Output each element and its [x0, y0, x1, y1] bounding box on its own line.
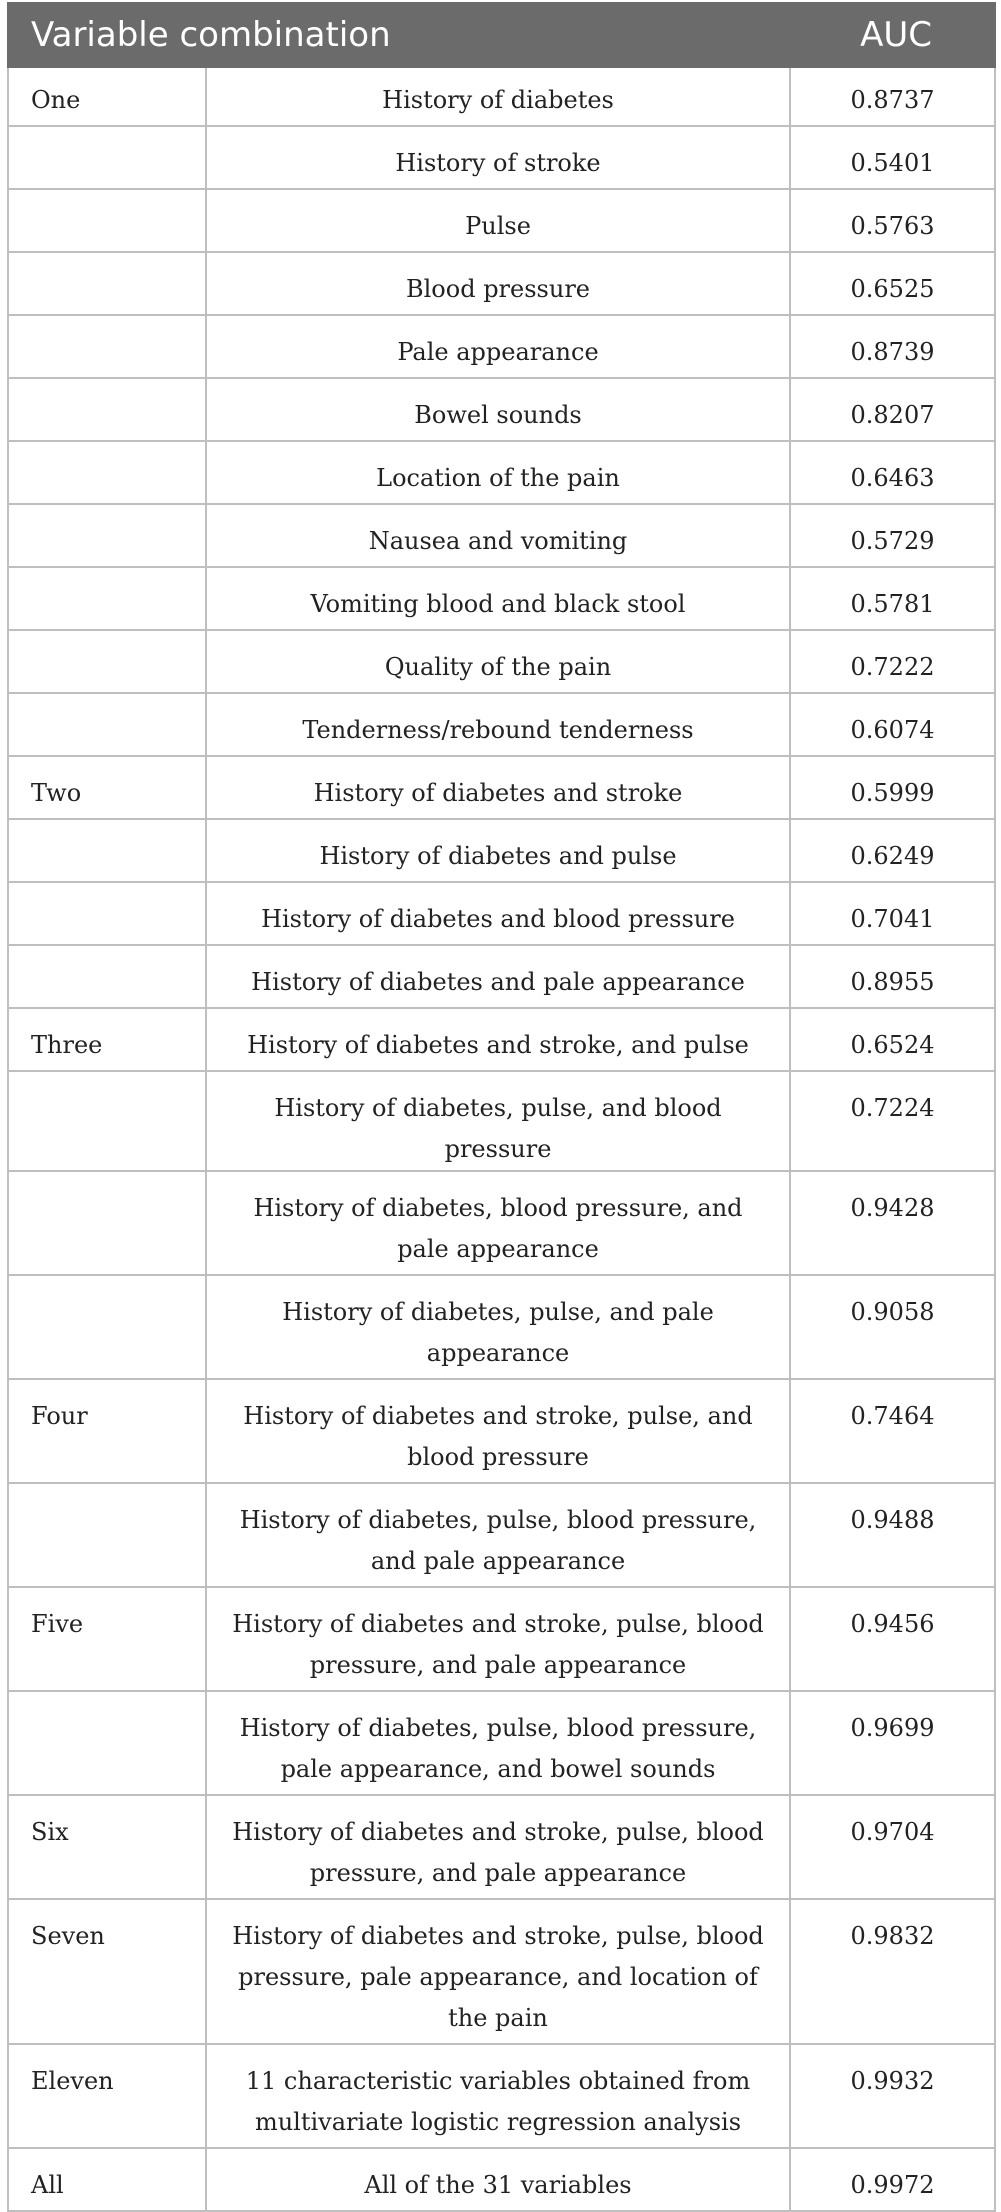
auc-cell: 0.5999 [790, 756, 995, 819]
group-cell [8, 126, 206, 189]
group-cell: All [8, 2148, 206, 2211]
table-row [8, 1171, 995, 1275]
table-row [8, 945, 995, 1008]
auc-cell: 0.7464 [790, 1379, 995, 1483]
auc-cell: 0.9932 [790, 2044, 995, 2148]
group-cell [8, 504, 206, 567]
variables-cell: History of diabetes [206, 67, 790, 126]
variables-cell: History of diabetes and stroke, and pulse [206, 1008, 790, 1071]
variables-cell: History of diabetes and stroke, pulse, and blood pressure [206, 1379, 790, 1483]
auc-table [7, 2, 996, 2212]
variables-cell: Quality of the pain [206, 630, 790, 693]
auc-cell: 0.9058 [790, 1275, 995, 1379]
variables-cell: History of diabetes and blood pressure [206, 882, 790, 945]
auc-cell: 0.6074 [790, 693, 995, 756]
auc-cell: 0.5763 [790, 189, 995, 252]
auc-cell: 0.8207 [790, 378, 995, 441]
variables-cell: Nausea and vomiting [206, 504, 790, 567]
group-cell: One [8, 67, 206, 126]
variables-cell: All of the 31 variables [206, 2148, 790, 2211]
group-cell [8, 315, 206, 378]
group-cell [8, 252, 206, 315]
auc-cell: 0.6249 [790, 819, 995, 882]
variables-cell: History of diabetes and stroke [206, 756, 790, 819]
group-cell: Six [8, 1795, 206, 1899]
variables-cell: History of diabetes and stroke, pulse, blood pressure, and pale appearance [206, 1587, 790, 1691]
group-cell [8, 1071, 206, 1171]
table-row [8, 1071, 995, 1171]
auc-cell: 0.9704 [790, 1795, 995, 1899]
group-cell: Four [8, 1379, 206, 1483]
group-cell: Two [8, 756, 206, 819]
table-row [8, 126, 995, 189]
group-cell: Three [8, 1008, 206, 1071]
auc-cell: 0.7041 [790, 882, 995, 945]
table-row [8, 2044, 995, 2148]
variables-cell: History of stroke [206, 126, 790, 189]
variables-cell: History of diabetes, pulse, blood pressure, and pale appearance [206, 1483, 790, 1587]
variables-cell: Location of the pain [206, 441, 790, 504]
group-cell [8, 378, 206, 441]
table-row [8, 882, 995, 945]
group-cell: Eleven [8, 2044, 206, 2148]
group-cell [8, 189, 206, 252]
table-row [8, 189, 995, 252]
group-cell [8, 441, 206, 504]
variables-cell: History of diabetes and pale appearance [206, 945, 790, 1008]
table-row [8, 819, 995, 882]
table-row [8, 1691, 995, 1795]
auc-cell: 0.5401 [790, 126, 995, 189]
group-cell [8, 567, 206, 630]
auc-cell: 0.5781 [790, 567, 995, 630]
table-row [8, 378, 995, 441]
variables-cell: 11 characteristic variables obtained from multivariate logistic regression analysis [206, 2044, 790, 2148]
table-row [8, 693, 995, 756]
table-row [8, 1275, 995, 1379]
variables-cell: Tenderness/rebound tenderness [206, 693, 790, 756]
auc-cell: 0.8739 [790, 315, 995, 378]
table-row [8, 67, 995, 126]
variables-cell: History of diabetes, pulse, and blood pressure [206, 1071, 790, 1171]
variables-cell: History of diabetes, blood pressure, and pale appearance [206, 1171, 790, 1275]
group-cell [8, 882, 206, 945]
table-row [8, 1899, 995, 2044]
auc-cell: 0.9832 [790, 1899, 995, 2044]
group-cell [8, 945, 206, 1008]
variables-cell: Pulse [206, 189, 790, 252]
variables-cell: Pale appearance [206, 315, 790, 378]
group-cell [8, 1275, 206, 1379]
table-row [8, 1483, 995, 1587]
auc-cell: 0.9456 [790, 1587, 995, 1691]
header-row [8, 3, 995, 67]
header-auc: AUC [790, 3, 995, 67]
variables-cell: History of diabetes, pulse, and pale appearance [206, 1275, 790, 1379]
table-row [8, 504, 995, 567]
auc-cell: 0.9699 [790, 1691, 995, 1795]
group-cell [8, 1483, 206, 1587]
table-row [8, 441, 995, 504]
group-cell [8, 693, 206, 756]
group-cell [8, 819, 206, 882]
table-row [8, 252, 995, 315]
auc-cell: 0.5729 [790, 504, 995, 567]
auc-cell: 0.6524 [790, 1008, 995, 1071]
table-row [8, 315, 995, 378]
table-row [8, 756, 995, 819]
variables-cell: Blood pressure [206, 252, 790, 315]
group-cell [8, 1691, 206, 1795]
variables-cell: History of diabetes and pulse [206, 819, 790, 882]
auc-cell: 0.9488 [790, 1483, 995, 1587]
variables-cell: History of diabetes and stroke, pulse, blood pressure, pale appearance, and location of the pain [206, 1899, 790, 2044]
variables-cell: History of diabetes, pulse, blood pressure, pale appearance, and bowel sounds [206, 1691, 790, 1795]
auc-cell: 0.7222 [790, 630, 995, 693]
variables-cell: History of diabetes and stroke, pulse, blood pressure, and pale appearance [206, 1795, 790, 1899]
group-cell [8, 1171, 206, 1275]
header-variable-combination: Variable combination [8, 3, 790, 67]
table-row [8, 630, 995, 693]
variables-cell: Vomiting blood and black stool [206, 567, 790, 630]
auc-cell: 0.7224 [790, 1071, 995, 1171]
auc-cell: 0.6525 [790, 252, 995, 315]
group-cell [8, 630, 206, 693]
table-row [8, 1795, 995, 1899]
group-cell: Five [8, 1587, 206, 1691]
table-row [8, 2148, 995, 2211]
table-row [8, 1008, 995, 1071]
table-row [8, 1379, 995, 1483]
table-body [8, 67, 995, 2211]
group-cell: Seven [8, 1899, 206, 2044]
variables-cell: Bowel sounds [206, 378, 790, 441]
auc-cell: 0.8737 [790, 67, 995, 126]
auc-cell: 0.6463 [790, 441, 995, 504]
auc-cell: 0.8955 [790, 945, 995, 1008]
table-row [8, 1587, 995, 1691]
auc-cell: 0.9428 [790, 1171, 995, 1275]
auc-cell: 0.9972 [790, 2148, 995, 2211]
table-row [8, 567, 995, 630]
